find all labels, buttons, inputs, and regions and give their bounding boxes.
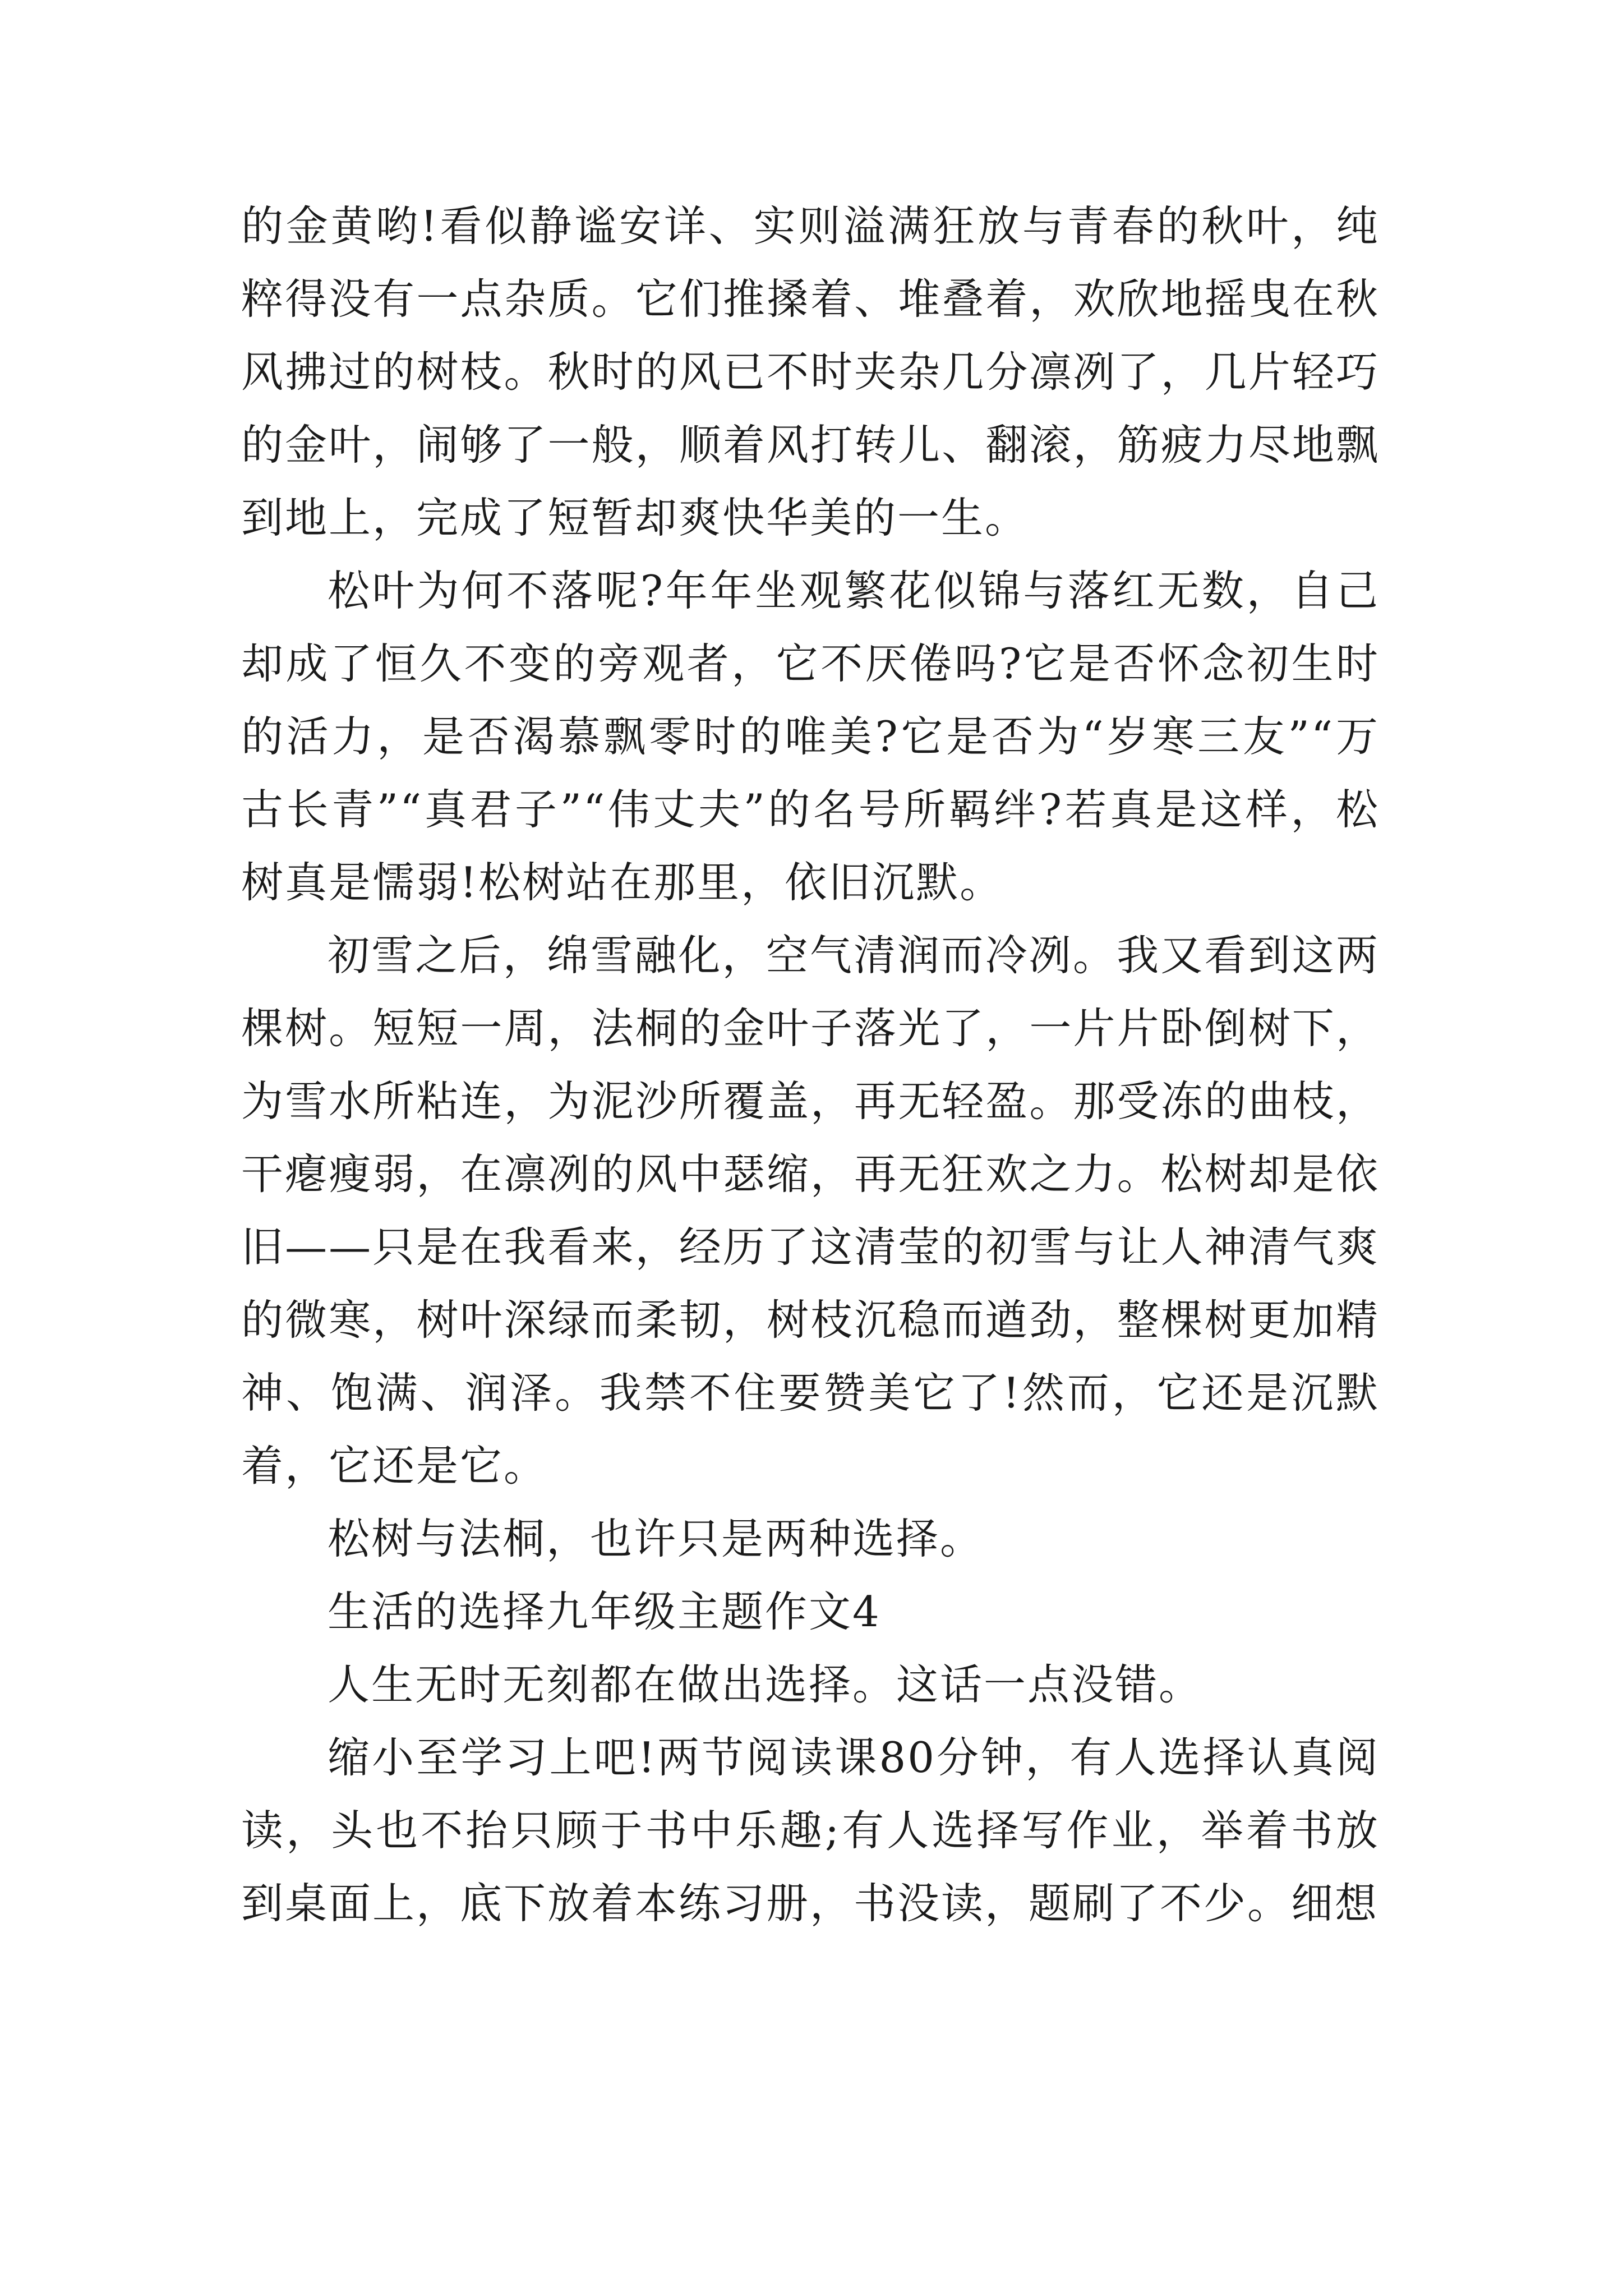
essay-heading: 生活的选择九年级主题作文4 (328, 1587, 881, 1636)
paragraph-5: 人生无时无刻都在做出选择。这话一点没错。 (328, 1660, 1203, 1709)
paragraph-3: 初雪之后，绵雪融化，空气清润而冷冽。我又看到这两棵树。短短一周，法桐的金叶子落光了，一片片卧倒树下，为雪水所粘连，为泥沙所覆盖，再无轻盈。那受冻的曲枝，干瘪瘦弱，在凛冽的风中瑟缩，再无狂欢之力。松树却是依旧——只是在我看来，经历了这清莹的初雪与让人神清气爽的微寒，树叶深绿而柔韧，树枝沉稳而遒劲，整棵树更加精神、饱满、润泽。我禁不住要赞美它了!然而，它还是沉默着，它还是它。 (241, 931, 1380, 1490)
paragraph-6: 缩小至学习上吧!两节阅读课80分钟，有人选择认真阅读，头也不抬只顾于书中乐趣;有人选择写作业，举着书放到桌面上，底下放着本练习册，书没读，题刷了不少。细想 (241, 1733, 1380, 1928)
paragraph-1: 的金黄哟!看似静谧安详、实则溢满狂放与青春的秋叶，纯粹得没有一点杂质。它们推搡着、堆叠着，欢欣地摇曳在秋风拂过的树枝。秋时的风已不时夹杂几分凛冽了，几片轻巧的金叶，闹够了一般，顺着风打转儿、翻滚，筋疲力尽地飘到地上，完成了短暂却爽快华美的一生。 (241, 201, 1380, 542)
body-text (241, 190, 1380, 1940)
paragraph-2: 松叶为何不落呢?年年坐观繁花似锦与落红无数，自己却成了恒久不变的旁观者，它不厌倦吗?它是否怀念初生时的活力，是否渴慕飘零时的唯美?它是否为“岁寒三友”“万古长青”“真君子”“伟丈夫”的名号所羁绊?若真是这样，松树真是懦弱!松树站在那里，依旧沉默。 (241, 566, 1380, 907)
paragraph-4: 松树与法桐，也许只是两种选择。 (328, 1514, 984, 1563)
